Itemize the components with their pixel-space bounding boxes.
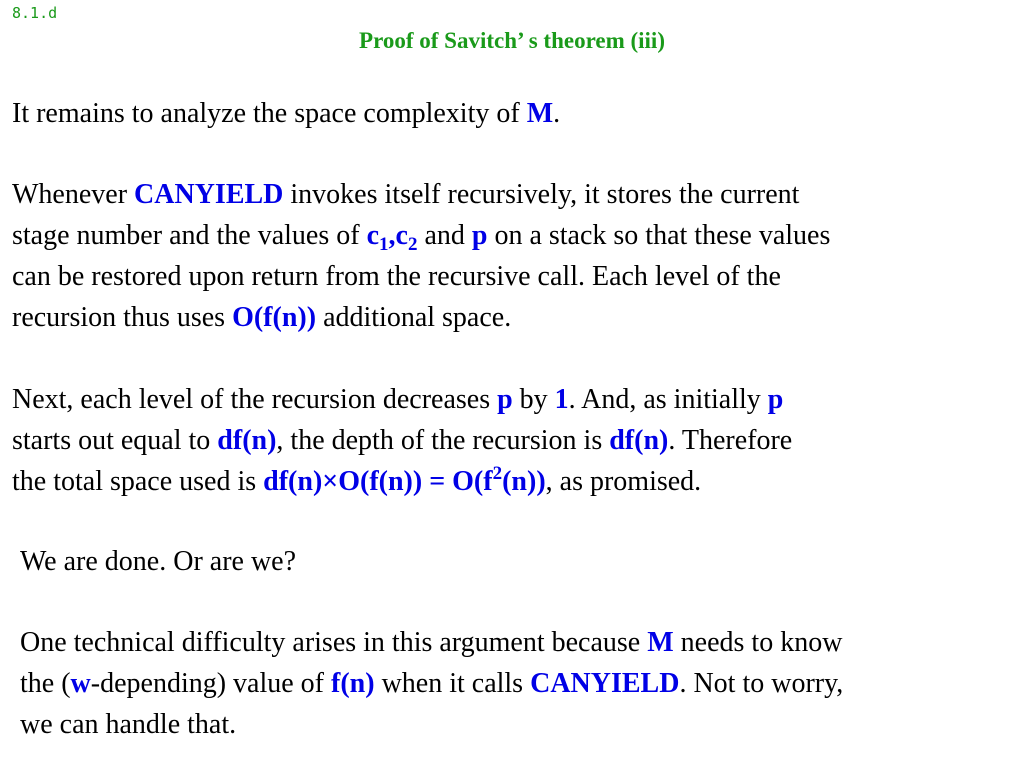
space-formula — [263, 463, 546, 497]
paragraph-technical-difficulty — [20, 622, 843, 745]
text-line — [20, 663, 843, 704]
c1-c2-term — [366, 220, 418, 255]
o-f-n-term: O(f(n)) — [232, 302, 317, 333]
text: needs to know — [673, 627, 843, 658]
paragraph-recursion-stack — [12, 174, 830, 338]
text: . — [553, 98, 561, 129]
text: stage number and the values of — [12, 220, 367, 251]
text: the total space used is — [12, 466, 264, 497]
machine-m: M — [526, 98, 554, 129]
text: the ( — [20, 668, 71, 699]
c-symbol: c — [366, 220, 379, 251]
p-term: p — [471, 220, 488, 251]
text-line: can be restored upon return from the recursive call. Each level of the — [12, 261, 781, 292]
text: , the depth of the recursion is — [276, 425, 610, 456]
text: Next, each level of the recursion decreases — [12, 384, 498, 415]
text-line — [12, 461, 792, 502]
text-line — [12, 93, 560, 134]
text: It remains to analyze the space complexity of — [12, 98, 527, 129]
text-line: We are done. Or are we? — [20, 546, 297, 577]
paragraph-question — [20, 541, 296, 582]
slide-title: Proof of Savitch’ s theorem (iii) — [359, 28, 665, 53]
df-n-term: df(n) — [609, 425, 669, 456]
text: invokes itself recursively, it stores the current — [283, 179, 800, 210]
text: , as promised. — [545, 466, 702, 497]
p-term: p — [497, 384, 513, 415]
text: when it calls — [374, 668, 531, 699]
subscript: 1 — [379, 234, 389, 255]
superscript: 2 — [492, 463, 503, 484]
formula-part: df(n)×O(f(n)) = O(f — [263, 466, 493, 497]
subscript: 2 — [407, 234, 418, 255]
text: additional space. — [316, 302, 512, 333]
machine-m: M — [647, 627, 674, 658]
text-line: we can handle that. — [20, 709, 237, 740]
text: . And, as initially — [568, 384, 768, 415]
f-n-term: f(n) — [331, 668, 375, 699]
comma: , — [388, 220, 396, 251]
text: . Not to worry, — [679, 668, 844, 699]
canyield-term: CANYIELD — [134, 179, 284, 210]
df-n-term: df(n) — [217, 425, 277, 456]
text: on a stack so that these values — [487, 220, 831, 251]
formula-part: (n)) — [502, 466, 546, 497]
text-line — [20, 622, 843, 663]
paragraph-recursion-depth — [12, 379, 792, 502]
w-term: w — [70, 668, 91, 699]
text: starts out equal to — [12, 425, 218, 456]
text-line — [12, 420, 792, 461]
c-symbol: c — [395, 220, 408, 251]
canyield-term: CANYIELD — [530, 668, 680, 699]
p-term: p — [767, 384, 784, 415]
text-line — [12, 215, 830, 256]
text-line — [12, 174, 830, 215]
text-line — [12, 379, 792, 420]
text: -depending) value of — [90, 668, 332, 699]
text: by — [512, 384, 555, 415]
paragraph-space-analysis — [12, 93, 560, 134]
text: and — [417, 220, 472, 251]
text: recursion thus uses — [12, 302, 233, 333]
slide-number: 8.1.d — [12, 4, 58, 22]
one-term: 1 — [554, 384, 569, 415]
text: Whenever — [12, 179, 135, 210]
text-line — [12, 297, 830, 338]
text: One technical difficulty arises in this argument because — [20, 627, 648, 658]
text: . Therefore — [668, 425, 793, 456]
